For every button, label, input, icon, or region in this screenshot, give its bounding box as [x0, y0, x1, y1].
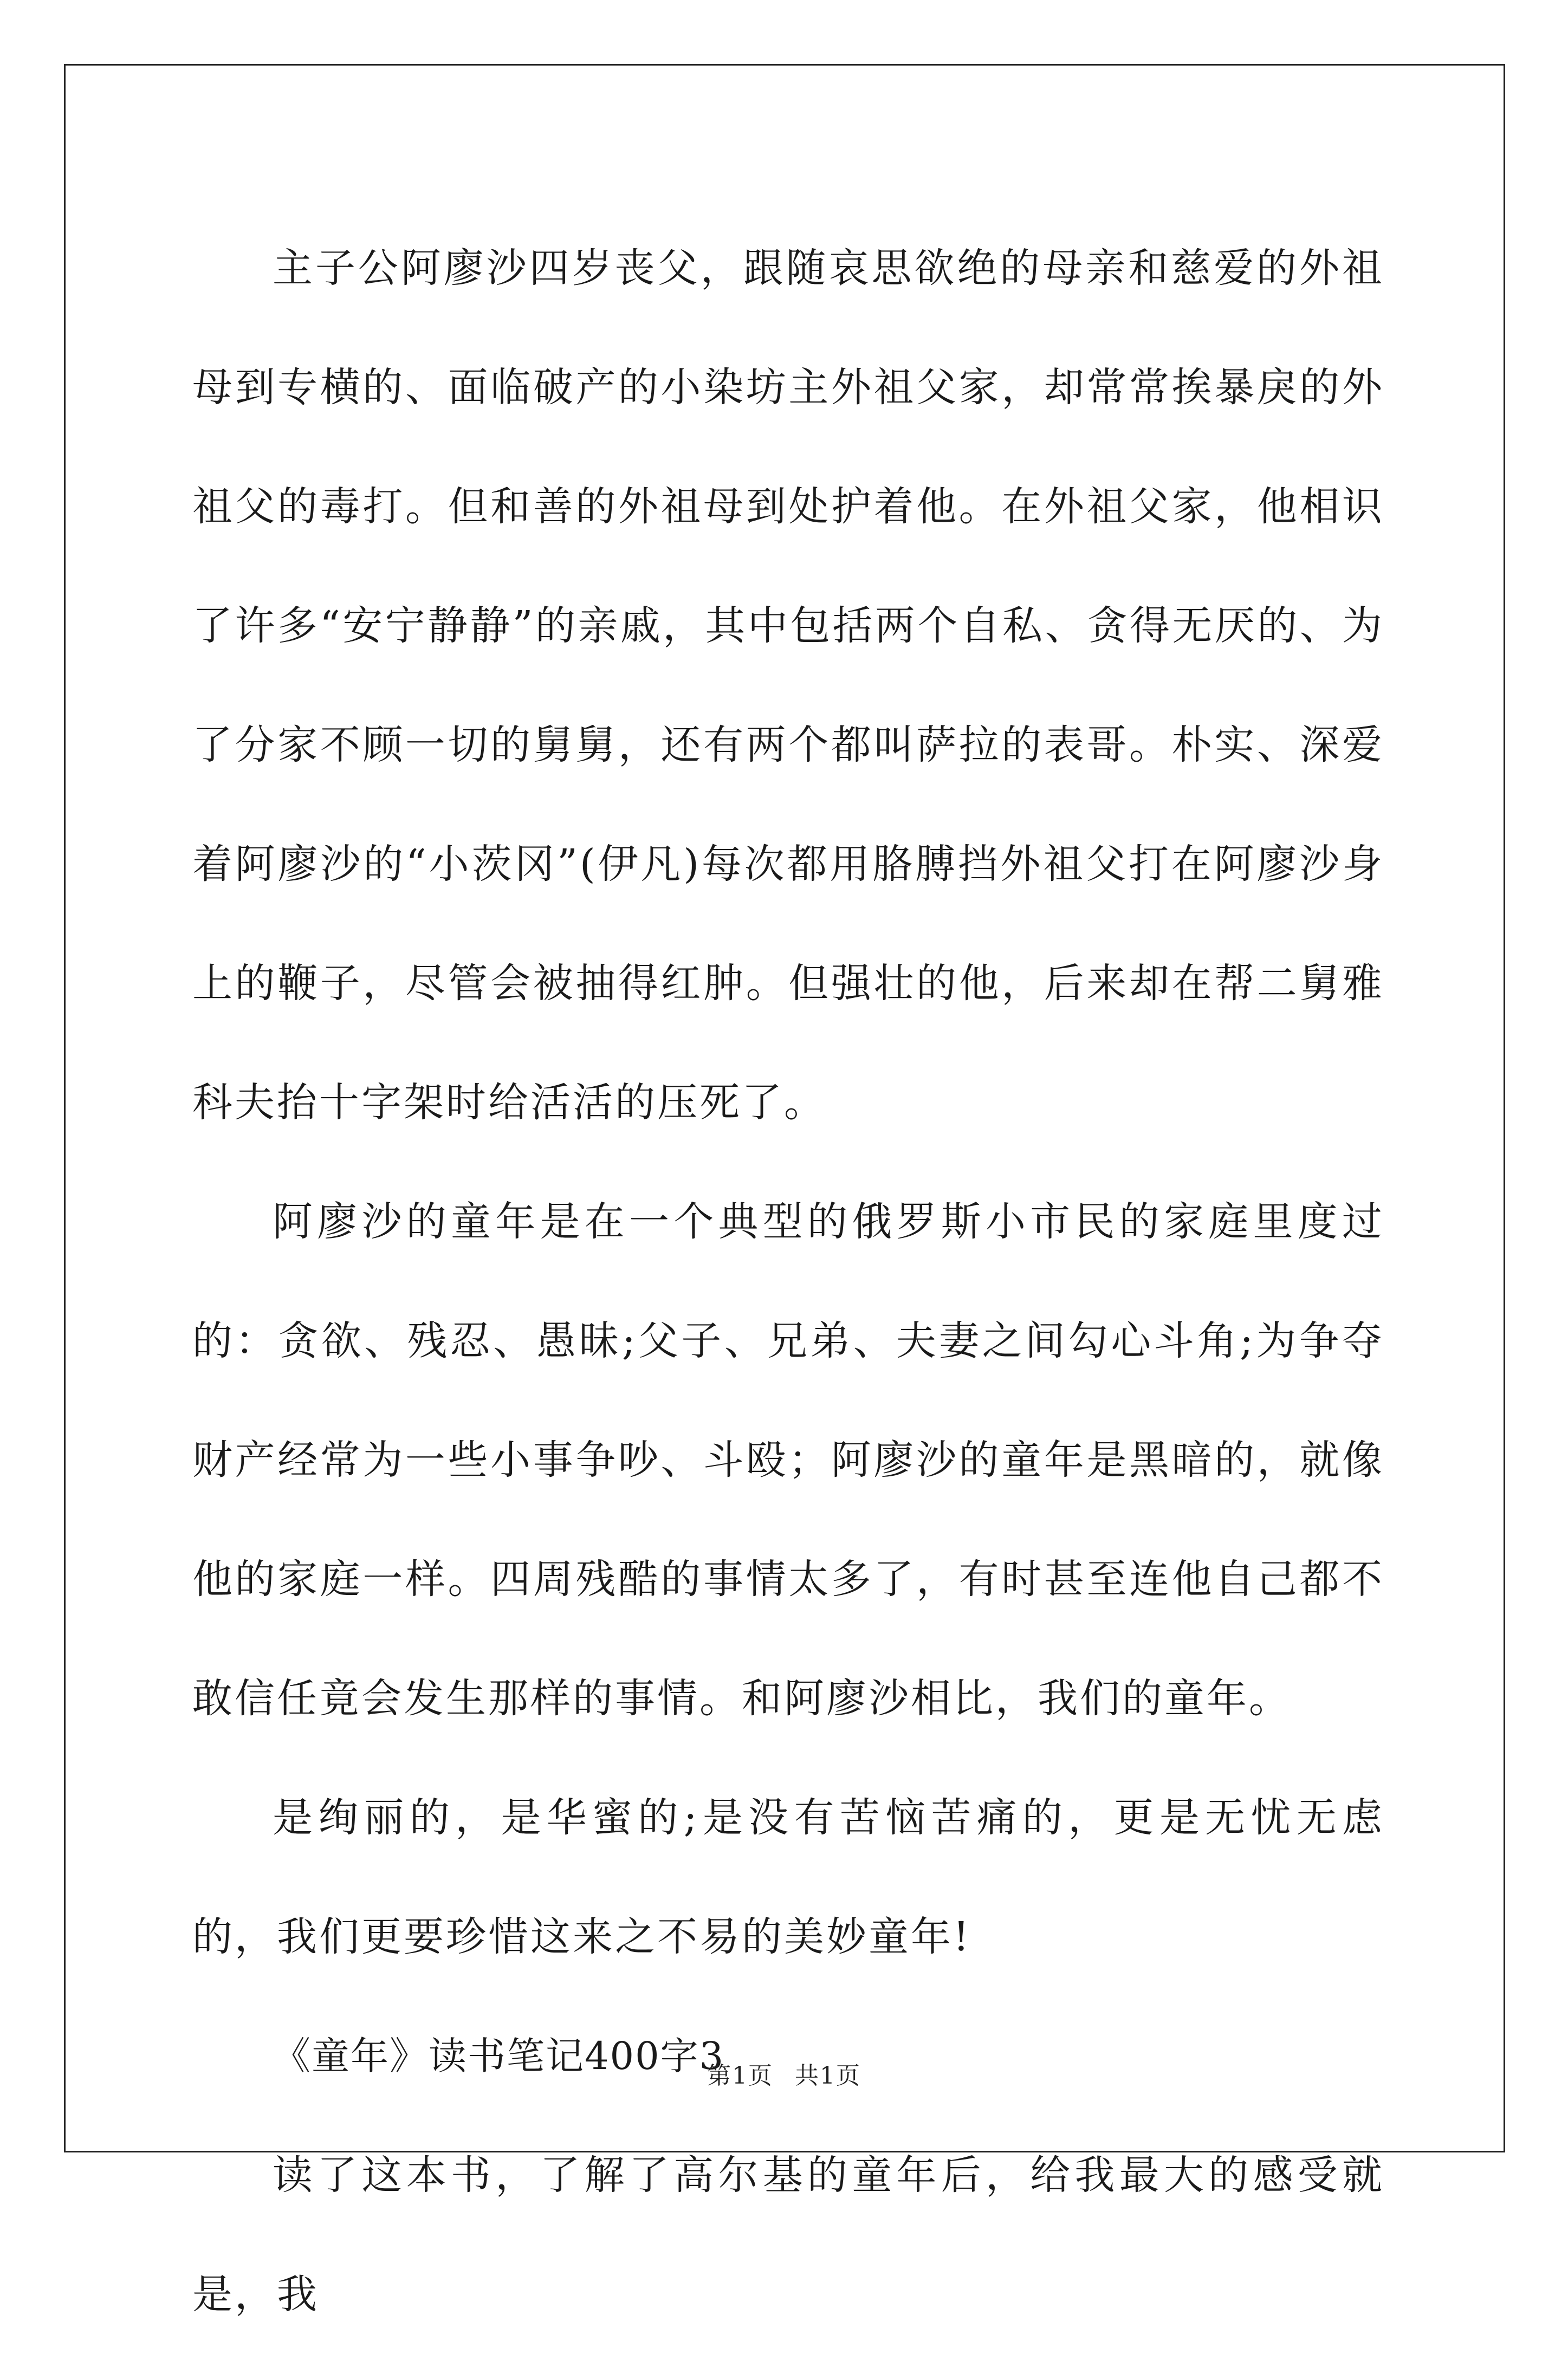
document-body [192, 209, 1384, 2354]
section-heading: 《童年》读书笔记400字3 [273, 2034, 725, 2078]
page-total: 共1页 [795, 2062, 861, 2090]
page-footer [0, 2056, 1568, 2091]
page-number: 第1页 [707, 2062, 773, 2090]
paragraph-4: 读了这本书，了解了高尔基的童年后，给我最大的感受就是，我 [192, 2152, 1384, 2318]
paragraph-1: 主子公阿廖沙四岁丧父，跟随哀思欲绝的母亲和慈爱的外祖母到专横的、面临破产的小染坊主外祖父家，却常常挨暴戾的外祖父的毒打。但和善的外祖母到处护着他。在外祖父家，他相识了许多“安宁静静”的亲戚，其中包括两个自私、贪得无厌的、为了分家不顾一切的舅舅，还有两个都叫萨拉的表哥。朴实、深爱着阿廖沙的“小茨冈”(伊凡)每次都用胳膊挡外祖父打在阿廖沙身上的鞭子，尽管会被抽得红肿。但强壮的他，后来却在帮二舅雅科夫抬十字架时给活活的压死了。 [192, 245, 1384, 1126]
paragraph-3: 是绚丽的，是华蜜的;是没有苦恼苦痛的，更是无忧无虑的，我们更要珍惜这来之不易的美妙童年! [192, 1794, 1384, 1960]
paragraph-2: 阿廖沙的童年是在一个典型的俄罗斯小市民的家庭里度过的：贪欲、残忍、愚昧;父子、兄弟、夫妻之间勾心斗角;为争夺财产经常为一些小事争吵、斗殴；阿廖沙的童年是黑暗的，就像他的家庭一样。四周残酷的事情太多了，有时甚至连他自己都不敢信任竟会发生那样的事情。和阿廖沙相比，我们的童年。 [192, 1198, 1384, 1722]
